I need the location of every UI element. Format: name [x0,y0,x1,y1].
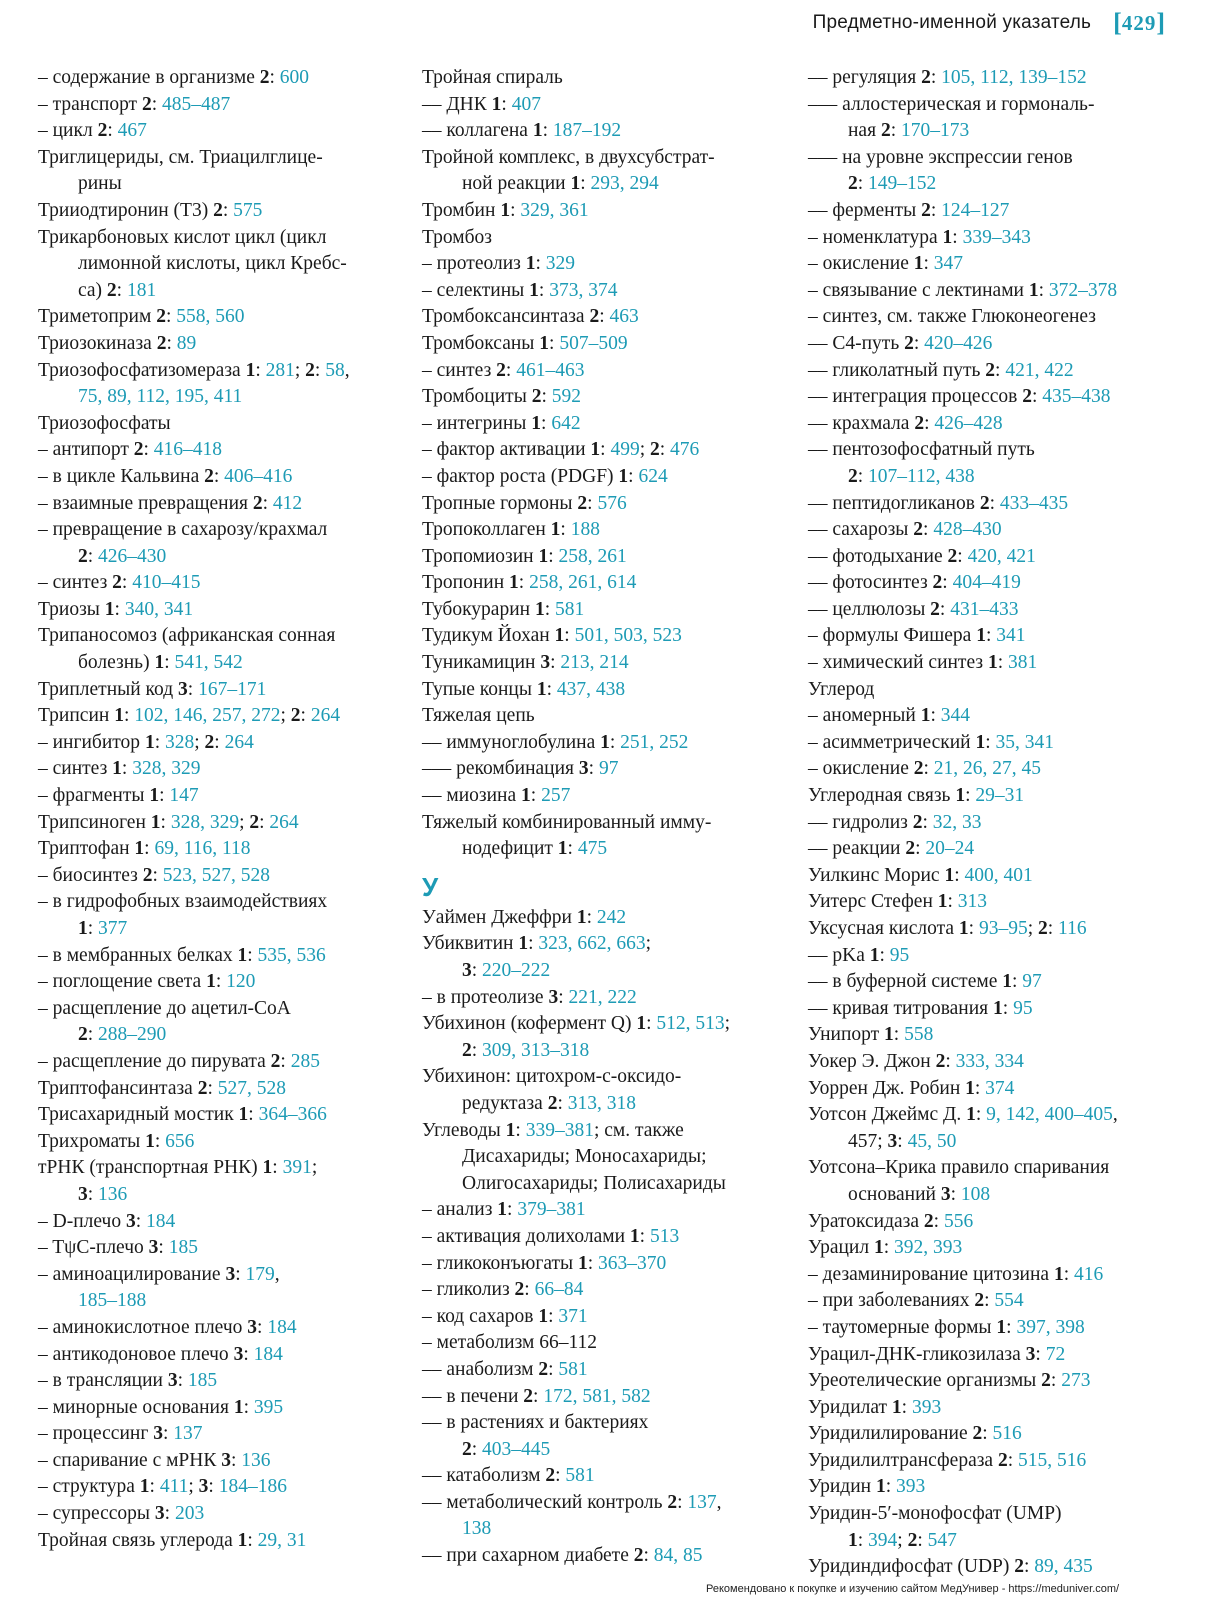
running-header [813,8,1165,38]
index-entry: 2: 426–430 [78,545,167,567]
index-column-2 [422,65,792,1570]
index-entry: 2: 403–445 [462,1438,551,1460]
index-entry: Трисахаридный мостик 1: 364–366 [38,1104,327,1126]
index-entry: Тройной комплекс, в двухсубстрат- [422,146,715,168]
index-entry: Олигосахариды; Полисахариды [462,1172,726,1194]
index-entry: Тропные гормоны 2: 576 [422,492,627,514]
index-entry: Уридин-5′-монофосфат (UMP) [808,1503,1062,1525]
index-entry: – транспорт 2: 485–487 [38,93,231,115]
index-entry: –– сахарозы 2: 428–430 [808,519,1002,541]
index-entry: –– пентозофосфатный путь [808,439,1035,461]
index-entry: 457; 3: 45, 50 [848,1130,957,1152]
index-entry: – дезаминирование цитозина 1: 416 [808,1263,1104,1285]
index-entry: –– гидролиз 2: 32, 33 [808,811,982,833]
index-entry: 75, 89, 112, 195, 411 [78,386,243,408]
index-entry: –– целлюлозы 2: 431–433 [808,598,1019,620]
index-entry: Углеводы 1: 339–381; см. также [422,1119,684,1141]
index-entry: – взаимные превращения 2: 412 [38,492,303,514]
index-entry: Туникамицин 3: 213, 214 [422,652,629,674]
index-entry: – синтез 1: 328, 329 [38,758,201,780]
index-entry: Тромбоциты 2: 592 [422,386,581,408]
index-entry: Тройная связь углерода 1: 29, 31 [38,1529,307,1551]
index-entry: са) 2: 181 [78,279,157,301]
index-entry: ––– на уровне экспрессии генов [808,146,1073,168]
index-entry: 2: 107–112, 438 [848,465,975,487]
index-entry: –– метаболический контроль 2: 137, [422,1491,722,1513]
index-entry: Унипорт 1: 558 [808,1024,934,1046]
bracket-right: ] [1156,8,1165,37]
index-entry: ная 2: 170–173 [848,120,970,142]
index-entry: – содержание в организме 2: 600 [38,67,310,88]
index-entry: – в гидрофобных взаимодействиях [38,891,328,913]
index-entry: – синтез, см. также Глюконеогенез [808,306,1097,328]
index-entry: Триптофан 1: 69, 116, 118 [38,838,251,860]
index-entry: – связывание с лектинами 1: 372–378 [808,279,1118,301]
index-entry: Дисахариды; Моносахариды; [462,1146,707,1168]
index-entry: Триозокиназа 2: 89 [38,332,197,354]
index-entry: нодефицит 1: 475 [462,838,608,860]
index-entry: Тяжелая цепь [422,705,535,727]
index-entry: – гликолиз 2: 66–84 [422,1279,584,1301]
index-entry: – цикл 2: 467 [38,120,147,142]
index-entry: Убихинон (кофермент Q) 1: 512, 513; [422,1013,731,1035]
index-entry: Уокер Э. Джон 2: 333, 334 [808,1050,1024,1072]
index-entry: Триплетный код 3: 167–171 [38,678,267,700]
index-entry: – структура 1: 411; 3: 184–186 [38,1476,287,1498]
index-entry: – синтез 2: 410–415 [38,572,201,594]
index-entry: Тропомиозин 1: 258, 261 [422,545,627,567]
index-entry: Трипсиноген 1: 328, 329; 2: 264 [38,811,299,833]
index-entry: Тромбоксаны 1: 507–509 [422,332,628,354]
index-entry: Трипаносомоз (африканская сонная [38,625,336,647]
index-entry: Уаймен Джеффри 1: 242 [422,906,627,928]
index-entry: – TψC-плечо 3: 185 [38,1237,198,1259]
index-entry: 1: 377 [78,918,128,939]
index-entry: Триозофосфаты [38,412,171,434]
index-entry: – химический синтез 1: 381 [808,652,1038,674]
index-entry: Урацил 1: 392, 393 [808,1237,963,1259]
index-entry: Урацил-ДНК-гликозилаза 3: 72 [808,1343,1066,1365]
index-entry: Уотсона–Крика правило спаривания [808,1157,1110,1179]
index-entry: оснований 3: 108 [848,1183,991,1205]
index-entry: ––– рекомбинация 3: 97 [422,758,619,780]
index-entry: –– фотодыхание 2: 420, 421 [808,545,1036,567]
index-entry: –– ферменты 2: 124–127 [808,199,1010,221]
index-entry: – гликоконъюгаты 1: 363–370 [422,1252,667,1274]
index-entry: –– ДНК 1: 407 [422,93,541,115]
index-entry: 138 [462,1518,492,1540]
index-entry: – интегрины 1: 642 [422,412,581,434]
index-entry: Уотсон Джеймс Д. 1: 9, 142, 400–405, [808,1104,1118,1126]
index-entry: Убихинон: цитохром-с-оксидо- [422,1066,682,1088]
index-entry: – при заболеваниях 2: 554 [808,1290,1024,1312]
index-entry: Триозофосфатизомераза 1: 281; 2: 58, [38,359,350,381]
index-entry: – фрагменты 1: 147 [38,785,199,807]
index-entry: Уитерс Стефен 1: 313 [808,891,988,913]
index-entry: Триозы 1: 340, 341 [38,598,194,620]
index-entry: Уилкинс Морис 1: 400, 401 [808,864,1033,886]
index-entry: – фактор роста (PDGF) 1: 624 [422,465,668,487]
index-entry: 2: 149–152 [848,173,937,195]
index-entry: Тропонин 1: 258, 261, 614 [422,572,637,594]
index-entry: Тубокурарин 1: 581 [422,598,585,620]
index-entry: Тройная спираль [422,67,563,88]
index-entry: –– реакции 2: 20–24 [808,838,975,860]
index-entry: – синтез 2: 461–463 [422,359,585,381]
index-entry: Тромбин 1: 329, 361 [422,199,589,221]
index-entry: – метаболизм 66–112 [422,1332,598,1354]
index-entry: Уратоксидаза 2: 556 [808,1210,974,1232]
index-entry: –– при сахарном диабете 2: 84, 85 [422,1545,703,1567]
index-entry: Триптофансинтаза 2: 527, 528 [38,1077,287,1099]
index-entry: Уридилат 1: 393 [808,1396,942,1418]
index-entry: Трииодтиронин (Т3) 2: 575 [38,199,263,221]
index-entry: –– C4-путь 2: 420–426 [808,332,993,354]
section-letter: У [422,871,439,902]
index-entry: –– в растениях и бактериях [422,1412,649,1434]
index-entry: Тропоколлаген 1: 188 [422,519,600,541]
index-entry: Углеродная связь 1: 29–31 [808,785,1025,807]
index-entry: – биосинтез 2: 523, 527, 528 [38,864,271,886]
index-entry: Тудикум Йохан 1: 501, 503, 523 [422,625,682,647]
index-entry: – фактор активации 1: 499; 2: 476 [422,439,700,461]
index-entry: – окисление 1: 347 [808,253,964,275]
index-entry: –– в печени 2: 172, 581, 582 [422,1385,651,1407]
index-entry: – аминокислотное плечо 3: 184 [38,1316,297,1338]
footer-note: Рекомендовано к покупке и изучению сайтом МедУнивер - https://meduniver.com/ [706,1583,1120,1595]
index-entry: Уоррен Дж. Робин 1: 374 [808,1077,1015,1099]
header-title: Предметно-именной указатель [812,12,1092,33]
index-entry: Трихроматы 1: 656 [38,1130,195,1152]
index-entry: –– катаболизм 2: 581 [422,1465,595,1487]
index-entry: – минорные основания 1: 395 [38,1396,284,1418]
index-entry: Уридин 1: 393 [808,1476,926,1498]
index-entry: –– иммуноглобулина 1: 251, 252 [422,731,689,753]
index-entry: – в цикле Кальвина 2: 406–416 [38,465,293,487]
index-entry: – формулы Фишера 1: 341 [808,625,1026,647]
index-entry: 2: 309, 313–318 [462,1039,590,1061]
index-entry: – аномерный 1: 344 [808,705,970,727]
index-entry: редуктаза 2: 313, 318 [462,1092,636,1114]
index-entry: Тяжелый комбинированный имму- [422,811,712,833]
index-entry: – превращение в сахарозу/крахмал [38,519,328,541]
index-entry: Тупые концы 1: 437, 438 [422,678,626,700]
index-entry: – расщепление до пирувата 2: 285 [38,1050,320,1072]
index-entry: –– анаболизм 2: 581 [422,1358,588,1380]
index-entry: –– крахмала 2: 426–428 [808,412,1003,434]
index-entry: – анализ 1: 379–381 [422,1199,586,1221]
index-entry: Триметоприм 2: 558, 560 [38,306,245,328]
index-entry: ––– аллостерическая и гормональ- [808,93,1095,115]
index-column-1 [38,65,408,1554]
index-entry: – селектины 1: 373, 374 [422,279,618,301]
index-entry: – расщепление до ацетил-СоА [38,997,291,1019]
index-entry: – в трансляции 3: 185 [38,1370,218,1392]
index-entry: Уридилилтрансфераза 2: 515, 516 [808,1449,1087,1471]
index-entry: – активация долихолами 1: 513 [422,1225,680,1247]
index-entry: 1: 394; 2: 547 [848,1529,957,1551]
index-entry: тРНК (транспортная РНК) 1: 391; [38,1157,318,1179]
index-entry: –– кривая титрования 1: 95 [808,997,1033,1019]
index-entry: – код сахаров 1: 371 [422,1305,588,1327]
index-entry: Трикарбоновых кислот цикл (цикл [38,226,327,248]
index-entry: – D-плечо 3: 184 [38,1210,176,1232]
index-entry: Убиквитин 1: 323, 662, 663; [422,933,652,955]
index-entry: ной реакции 1: 293, 294 [462,173,659,195]
index-entry: – спаривание с мРНК 3: 136 [38,1449,271,1471]
page-number: 429 [1121,10,1157,35]
index-entry: Тромбоз [422,226,493,248]
index-entry: болезнь) 1: 541, 542 [78,652,243,674]
index-entry: Уридилилирование 2: 516 [808,1423,1022,1445]
index-entry: – антикодоновое плечо 3: 184 [38,1343,283,1365]
index-entry: – поглощение света 1: 120 [38,971,256,993]
index-entry: –– миозина 1: 257 [422,785,571,807]
index-entry: –– pKa 1: 95 [808,944,910,966]
index-entry: – протеолиз 1: 329 [422,253,576,275]
index-entry: – супрессоры 3: 203 [38,1503,205,1525]
index-entry: Трипсин 1: 102, 146, 257, 272; 2: 264 [38,705,341,727]
index-entry: – таутомерные формы 1: 397, 398 [808,1316,1085,1338]
bracket-left: [ [1113,8,1122,37]
index-entry: –– гликолатный путь 2: 421, 422 [808,359,1074,381]
index-entry: – антипорт 2: 416–418 [38,439,223,461]
index-entry: лимонной кислоты, цикл Кребс- [78,253,347,275]
index-entry: рины [78,173,122,195]
index-entry: Триглицериды, см. Триацилглице- [38,146,323,168]
index-entry: – ингибитор 1: 328; 2: 264 [38,731,254,753]
index-entry: Уридиндифосфат (UDP) 2: 89, 435 [808,1556,1093,1578]
index-entry: 2: 288–290 [78,1024,167,1046]
index-entry: 3: 136 [78,1183,128,1205]
index-entry: 3: 220–222 [462,960,551,981]
index-entry: – аминоацилирование 3: 179, [38,1263,280,1285]
index-entry: –– в буферной системе 1: 97 [808,971,1042,993]
index-entry: Углерод [808,678,875,700]
index-entry: –– регуляция 2: 105, 112, 139–152 [808,67,1087,88]
index-column-3 [808,65,1178,1581]
index-entry: Тромбоксансинтаза 2: 463 [422,306,639,328]
index-entry: 185–188 [78,1290,147,1312]
index-entry: – номенклатура 1: 339–343 [808,226,1031,248]
index-entry: –– фотосинтез 2: 404–419 [808,572,1021,594]
index-entry: –– коллагена 1: 187–192 [422,120,622,142]
index-entry: – процессинг 3: 137 [38,1423,203,1445]
index-entry: –– пептидогликанов 2: 433–435 [808,492,1069,514]
index-entry: – окисление 2: 21, 26, 27, 45 [808,758,1042,780]
index-entry: – в мембранных белках 1: 535, 536 [38,944,326,966]
index-entry: – асимметрический 1: 35, 341 [808,731,1055,753]
index-entry: – в протеолизе 3: 221, 222 [422,986,637,1008]
index-entry: Уксусная кислота 1: 93–95; 2: 116 [808,918,1087,939]
index-entry: –– интеграция процессов 2: 435–438 [808,386,1111,408]
index-entry: Уреотелические организмы 2: 273 [808,1370,1091,1392]
